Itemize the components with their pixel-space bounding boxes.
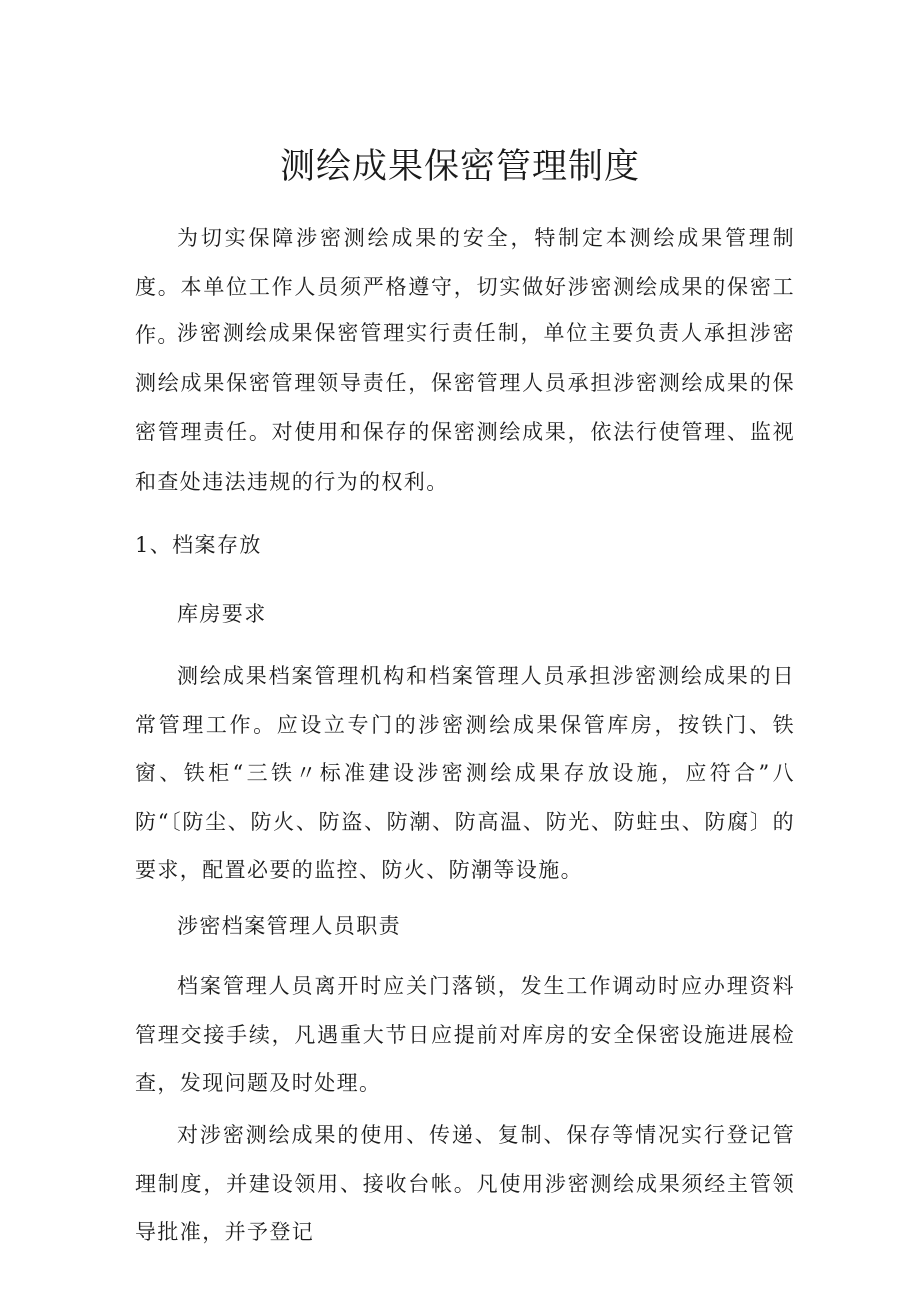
responsibility-paragraph: 涉密测绘成果保密管理实行责任制，单位主要负责人承担涉密测绘成果保密管理领导责任，保密管理人员承担涉密测绘成果的保密管理责任。对使用和保存的保密测绘成果，依法行使管理、监视和查处违法违规的行为的权利。 (135, 321, 795, 494)
subheading-archive-staff-duties: 涉密档案管理人员职责 (177, 914, 401, 938)
intro-paragraph: 为切实保障涉密测绘成果的安全，特制定本测绘成果管理制度。本单位工作人员须严格遵守，切实做好涉密测绘成果的保密工作。 (135, 226, 795, 347)
storeroom-requirements-paragraph: 测绘成果档案管理机构和档案管理人员承担涉密测绘成果的日常管理工作。应设立专门的涉密测绘成果保管库房，按铁门、铁窗、铁柜“三铁〃标准建设涉密测绘成果存放设施，应符合”八防“〔防尘、防火、防盗、防潮、防高温、防光、防蛀虫、防腐〕的要求，配置必要的监控、防火、防潮等设施。 (135, 664, 795, 882)
document-title: 测绘成果保密管理制度 (279, 147, 640, 187)
registration-paragraph: 对涉密测绘成果的使用、传递、复制、保存等情况实行登记管理制度，并建设领用、接收台帐。凡使用涉密测绘成果须经主管领导批准，并予登记 (135, 1123, 795, 1244)
section-heading-archive-storage: 1、档案存放 (135, 533, 262, 557)
subheading-storeroom-requirements: 库房要求 (177, 602, 267, 626)
archive-staff-duties-paragraph: 档案管理人员离开时应关门落锁，发生工作调动时应办理资料管理交接手续，凡遇重大节日应提前对库房的安全保密设施进展检查，发现问题及时处理。 (135, 974, 795, 1095)
